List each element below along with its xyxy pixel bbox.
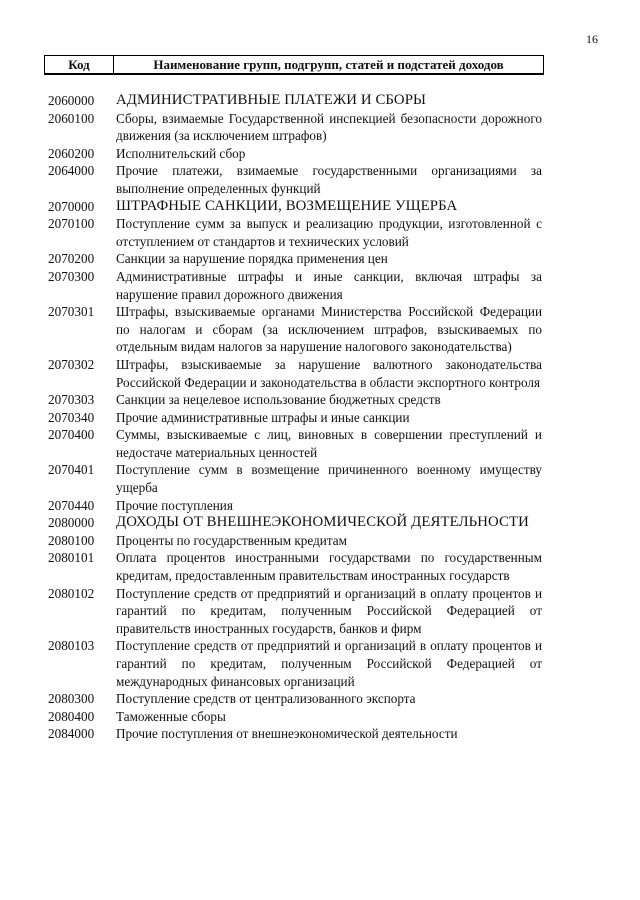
row-code: 2060000 xyxy=(48,93,95,108)
row-name: Проценты по государственным кредитам xyxy=(116,532,347,548)
row-name: Поступление средств от централизованного экспорта xyxy=(116,691,416,707)
section-heading-row xyxy=(48,92,542,110)
row-code: 2070100 xyxy=(48,216,95,232)
table-row xyxy=(48,637,542,690)
table-row xyxy=(48,268,542,303)
row-code: 2080103 xyxy=(48,638,95,654)
row-name: ШТРАФНЫЕ САНКЦИИ, ВОЗМЕЩЕНИЕ УЩЕРБА xyxy=(116,197,458,214)
row-name: Санкции за нарушение порядка применения цен xyxy=(116,251,388,267)
table-row xyxy=(48,461,542,496)
table-row xyxy=(48,110,542,145)
code-column-header: Код xyxy=(45,56,114,73)
row-name: Санкции за нецелевое использование бюджетных средств xyxy=(116,392,441,408)
table-row xyxy=(48,356,542,391)
table-row xyxy=(48,250,542,268)
table-row xyxy=(48,145,542,163)
row-code: 2070303 xyxy=(48,392,95,408)
row-name: Таможенные сборы xyxy=(116,708,226,724)
name-column-header: Наименование групп, подгрупп, статей и подстатей доходов xyxy=(153,57,504,72)
row-code: 2080300 xyxy=(48,691,95,707)
revenue-code-list xyxy=(48,92,542,743)
row-code: 2070401 xyxy=(48,462,95,478)
section-heading-row xyxy=(48,514,542,532)
row-name: Штрафы, взыскиваемые органами Министерства Российской Федерации по налогам и сборам (за исключением штрафов, взыскиваемых по отдельным видам налогов за нарушение налогового законодательства) xyxy=(116,304,542,355)
row-code: 2080101 xyxy=(48,550,95,566)
row-code: 2080100 xyxy=(48,532,95,548)
table-row xyxy=(48,162,542,197)
table-row xyxy=(48,725,542,743)
row-name: ДОХОДЫ ОТ ВНЕШНЕЭКОНОМИЧЕСКОЙ ДЕЯТЕЛЬНОСТИ xyxy=(116,514,529,531)
row-name: Сборы, взимаемые Государственной инспекцией безопасности дорожного движения (за исключением штрафов) xyxy=(116,110,542,144)
table-header xyxy=(44,55,544,75)
table-row xyxy=(48,426,542,461)
row-code: 2070440 xyxy=(48,497,95,513)
table-row xyxy=(48,690,542,708)
table-row xyxy=(48,497,542,515)
row-code: 2060200 xyxy=(48,145,95,161)
section-heading-row xyxy=(48,198,542,216)
row-code: 2080102 xyxy=(48,585,95,601)
table-row xyxy=(48,532,542,550)
table-row xyxy=(48,585,542,638)
row-code: 2080400 xyxy=(48,708,95,724)
row-code: 2084000 xyxy=(48,726,95,742)
table-row xyxy=(48,708,542,726)
row-name: АДМИНИСТРАТИВНЫЕ ПЛАТЕЖИ И СБОРЫ xyxy=(116,92,427,108)
row-name: Поступление средств от предприятий и организаций в оплату процентов и гарантий по кредитам, полученным Российской Федерацией от правительств иностранных государств, банков и фирм xyxy=(116,585,542,636)
row-name: Прочие поступления от внешнеэкономической деятельности xyxy=(116,726,458,742)
row-code: 2070000 xyxy=(48,198,95,214)
row-name: Прочие платежи, взимаемые государственными организациями за выполнение определенных функций xyxy=(116,163,542,196)
row-name: Прочие административные штрафы и иные санкции xyxy=(116,409,410,425)
row-name: Административные штрафы и иные санкции, включая штрафы за нарушение правил дорожного движения xyxy=(116,268,542,302)
row-name: Поступление сумм за выпуск и реализацию продукции, изготовленной с отступлением от стандартов и технических условий xyxy=(116,216,542,249)
row-name: Штрафы, взыскиваемые за нарушение валютного законодательства Российской Федерации и законодательства в области экспортного контроля xyxy=(116,356,542,390)
row-code: 2064000 xyxy=(48,163,95,179)
table-row xyxy=(48,391,542,409)
row-name: Поступление средств от предприятий и организаций в оплату процентов и гарантий по кредитам, полученным Российской Федерацией от международных финансовых организаций xyxy=(116,638,542,689)
row-code: 2070301 xyxy=(48,304,95,320)
table-row xyxy=(48,215,542,250)
page-number: 16 xyxy=(586,32,598,46)
table-row xyxy=(48,409,542,427)
table-row xyxy=(48,303,542,356)
row-code: 2070302 xyxy=(48,356,95,372)
row-name: Суммы, взыскиваемые с лиц, виновных в совершении преступлений и недостаче материальных ценностей xyxy=(116,427,542,460)
row-code: 2070200 xyxy=(48,251,95,267)
row-code: 2070300 xyxy=(48,268,95,284)
row-name: Прочие поступления xyxy=(116,497,233,513)
row-name: Исполнительский сбор xyxy=(116,145,246,161)
row-name: Оплата процентов иностранными государствами по государственным кредитам, предоставленным правительствам иностранных государств xyxy=(116,550,542,584)
table-row xyxy=(48,549,542,584)
row-name: Поступление сумм в возмещение причиненного военному имуществу ущерба xyxy=(116,462,542,496)
row-code: 2080000 xyxy=(48,515,95,531)
row-code: 2070340 xyxy=(48,409,95,425)
row-code: 2060100 xyxy=(48,110,95,126)
row-code: 2070400 xyxy=(48,427,95,443)
